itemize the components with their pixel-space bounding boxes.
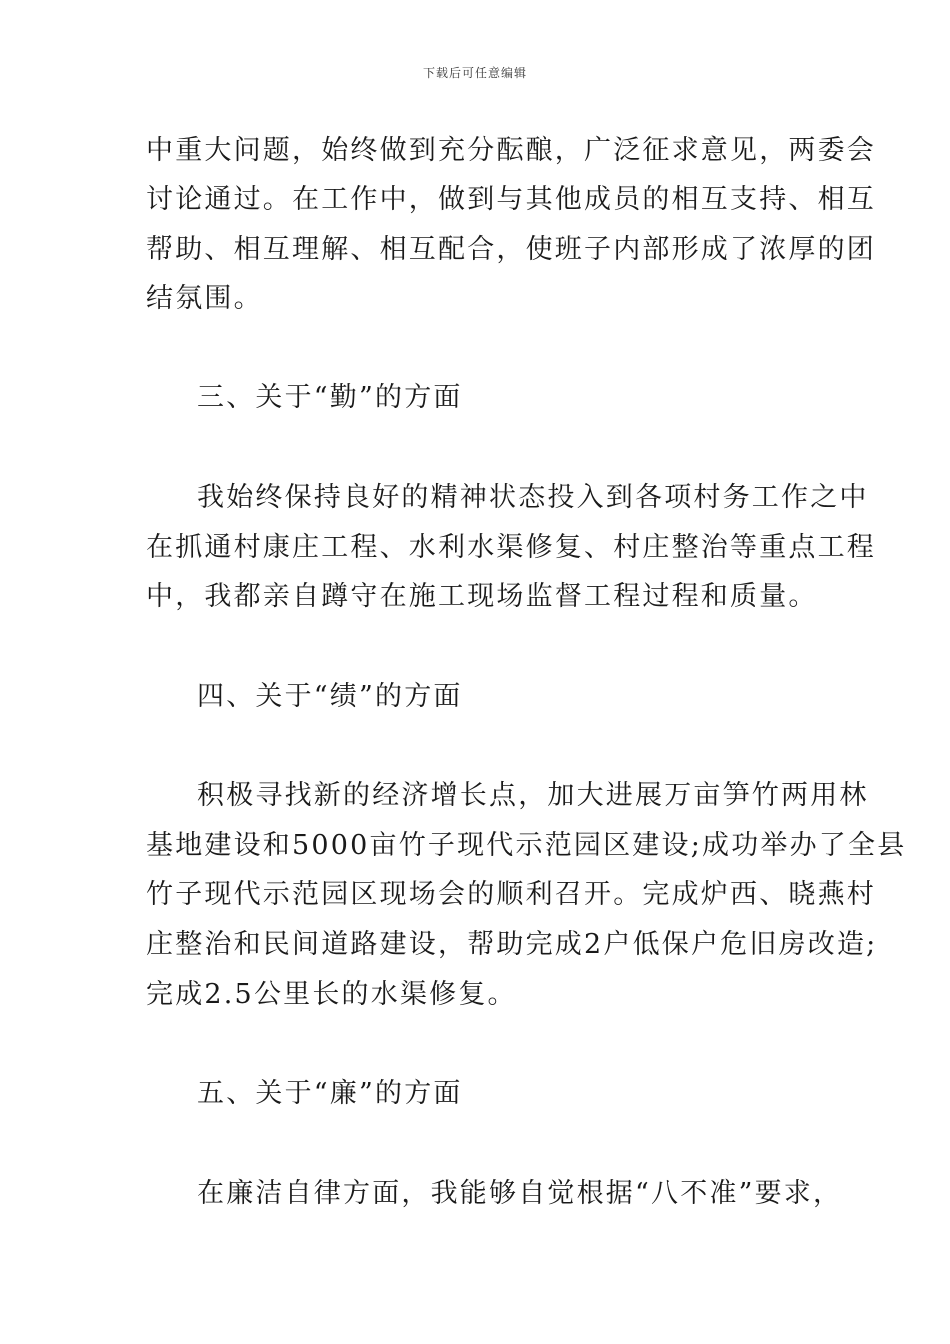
paragraph-line: 在廉洁自律方面，我能够自觉根据“八不准”要求， [197,1178,843,1209]
page-header: 下载后可任意编辑 [422,66,527,80]
paragraph-line: 积极寻找新的经济增长点，加大进展万亩笋竹两用林 [197,780,869,811]
paragraph-line: 中，我都亲自蹲守在施工现场监督工程过程和质量。 [146,581,818,612]
section-heading: 四、关于“绩”的方面 [197,681,463,712]
paragraph-line: 在抓通村康庄工程、水利水渠修复、村庄整治等重点工程 [146,532,876,563]
paragraph-line: 中重大问题，始终做到充分酝酿，广泛征求意见，两委会 [146,135,876,166]
paragraph-line: 庄整治和民间道路建设，帮助完成2户低保户危旧房改造; [146,929,878,960]
paragraph-line: 竹子现代示范园区现场会的顺利召开。完成炉西、晓燕村 [146,879,876,910]
paragraph-line: 基地建设和5000亩竹子现代示范园区建设;成功举办了全县 [146,830,907,861]
paragraph-line: 结氛围。 [146,283,263,314]
section-heading: 五、关于“廉”的方面 [197,1078,463,1109]
paragraph-line: 帮助、相互理解、相互配合，使班子内部形成了浓厚的团 [146,234,876,265]
paragraph-line: 讨论通过。在工作中，做到与其他成员的相互支持、相互 [146,184,876,215]
section-heading: 三、关于“勤”的方面 [197,382,463,413]
paragraph-line: 我始终保持良好的精神状态投入到各项村务工作之中 [197,482,869,513]
paragraph-line: 完成2.5公里长的水渠修复。 [146,979,517,1010]
